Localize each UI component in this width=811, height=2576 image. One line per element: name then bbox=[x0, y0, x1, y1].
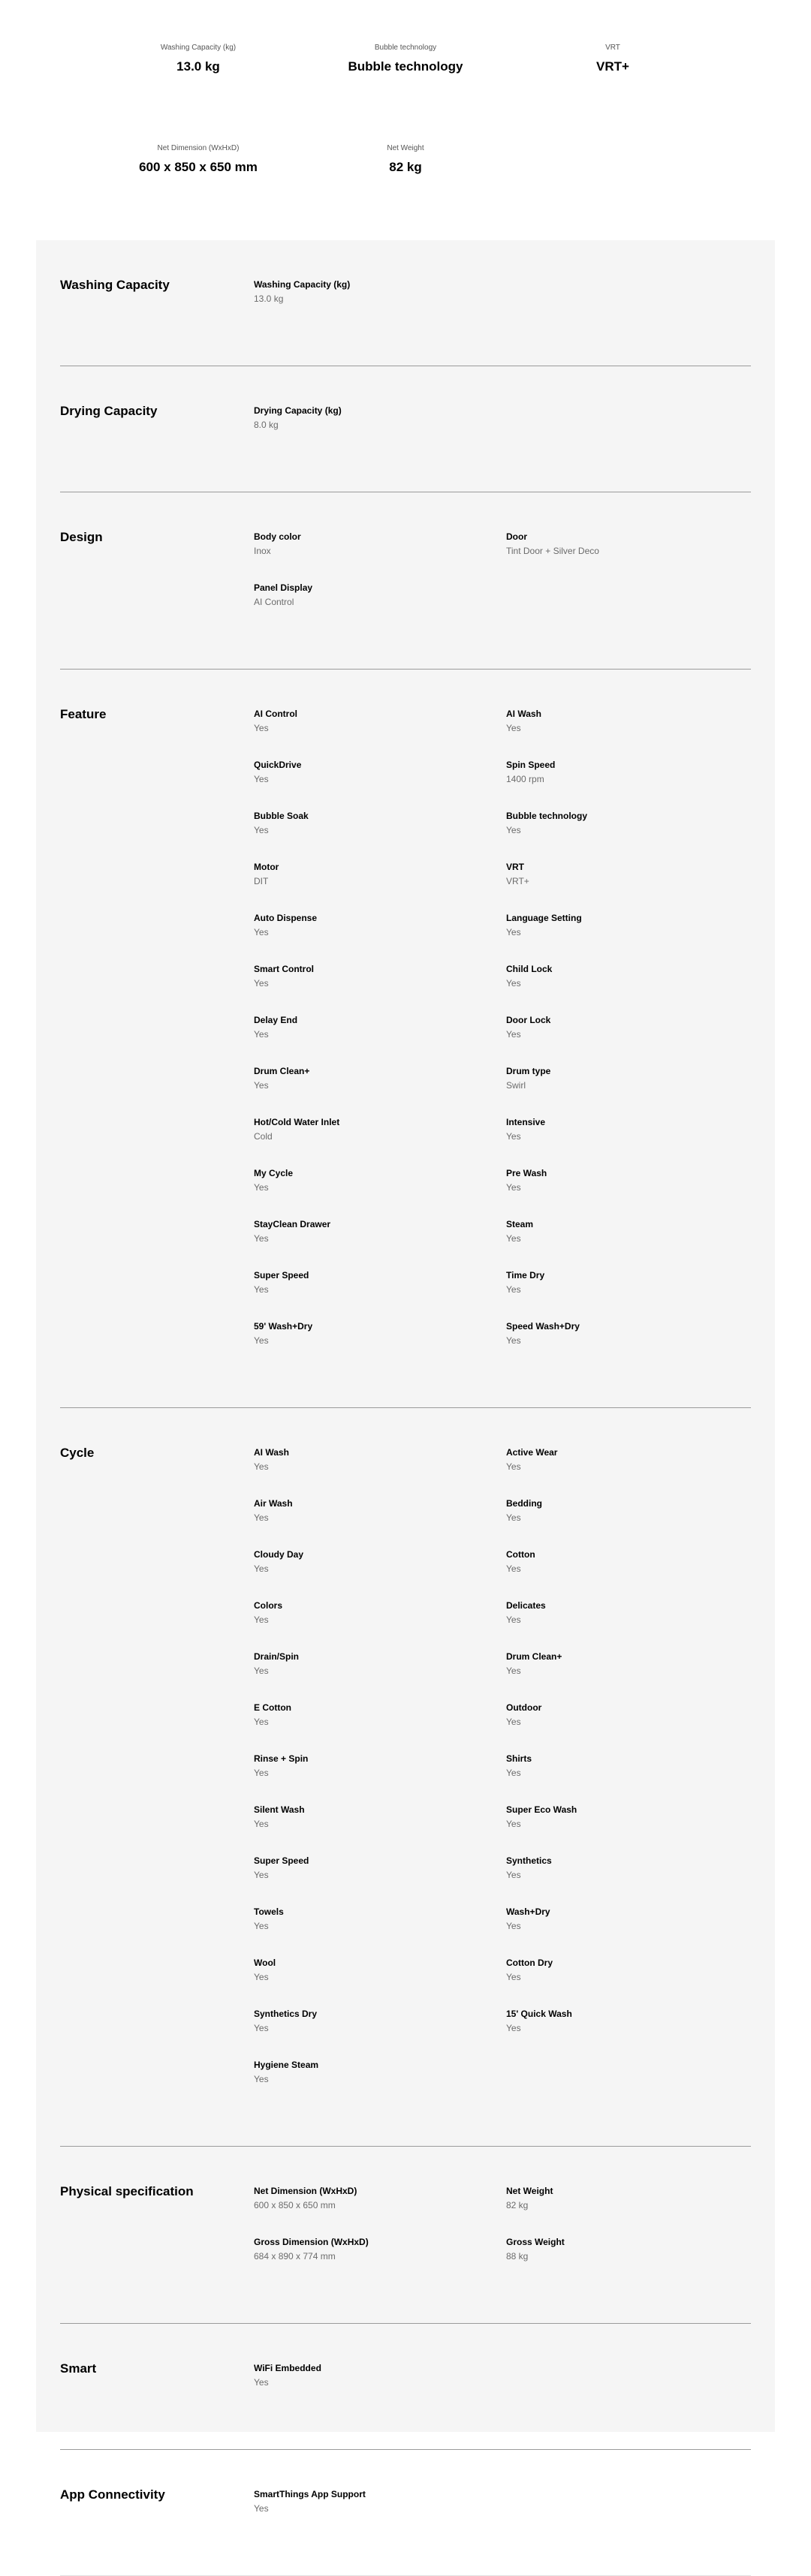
section-title: Cycle bbox=[60, 1446, 95, 1460]
spec-value: DIT bbox=[254, 876, 269, 886]
spec-section-washing-capacity bbox=[60, 240, 751, 366]
spec-item bbox=[506, 1702, 541, 1727]
spec-label: Wool bbox=[254, 1958, 276, 1968]
spec-label: Auto Dispense bbox=[254, 913, 318, 923]
spec-item bbox=[506, 1270, 544, 1295]
spec-item bbox=[254, 405, 342, 430]
summary-item bbox=[101, 44, 296, 74]
spec-item bbox=[254, 279, 350, 304]
specifications-panel bbox=[36, 240, 775, 2514]
spec-label: Bubble Soak bbox=[254, 811, 309, 821]
spec-item bbox=[254, 1855, 309, 1880]
spec-item bbox=[254, 1958, 276, 1982]
spec-label: E Cotton bbox=[254, 1702, 291, 1713]
spec-item bbox=[506, 964, 552, 989]
spec-value: Yes bbox=[254, 1512, 269, 1523]
spec-item bbox=[254, 1651, 299, 1676]
spec-value: Yes bbox=[254, 1233, 269, 1244]
spec-item bbox=[506, 811, 587, 835]
section-title: Design bbox=[60, 530, 103, 544]
summary-label: Washing Capacity (kg) bbox=[160, 44, 237, 52]
spec-value: Tint Door + Silver Deco bbox=[506, 546, 599, 556]
spec-label: 15' Quick Wash bbox=[506, 2009, 572, 2019]
spec-label: WiFi Embedded bbox=[254, 2363, 321, 2373]
spec-label: AI Control bbox=[254, 709, 297, 719]
spec-value: Yes bbox=[254, 1080, 269, 1091]
spec-section-physical-specification bbox=[60, 2147, 751, 2324]
summary-value: Bubble technology bbox=[348, 59, 463, 74]
spec-label: Bubble technology bbox=[506, 811, 587, 821]
spec-label: Door Lock bbox=[506, 1015, 551, 1025]
spec-section-design bbox=[60, 492, 751, 670]
spec-label: AI Wash bbox=[506, 709, 541, 719]
spec-label: Intensive bbox=[506, 1117, 546, 1127]
spec-item bbox=[506, 1117, 545, 1142]
spec-item bbox=[254, 2060, 318, 2084]
spec-value: VRT+ bbox=[506, 876, 529, 886]
spec-item bbox=[506, 1600, 546, 1625]
spec-value: Yes bbox=[506, 1284, 521, 1295]
spec-value: Yes bbox=[254, 1768, 269, 1778]
section-title: App Connectivity bbox=[60, 2487, 165, 2502]
spec-value: Yes bbox=[506, 1921, 521, 1931]
spec-item bbox=[506, 531, 599, 556]
spec-section-app-connectivity bbox=[60, 2450, 751, 2576]
spec-label: Colors bbox=[254, 1600, 283, 1611]
spec-value: Yes bbox=[254, 1870, 269, 1880]
spec-value: AI Control bbox=[254, 597, 294, 607]
spec-label: Body color bbox=[254, 531, 301, 542]
spec-item bbox=[254, 1270, 309, 1295]
spec-item bbox=[254, 1753, 308, 1778]
spec-value: Yes bbox=[506, 1131, 521, 1142]
spec-item bbox=[506, 1549, 535, 1574]
spec-item bbox=[254, 1498, 293, 1523]
spec-value: Yes bbox=[254, 2377, 269, 2388]
spec-item bbox=[506, 2186, 553, 2210]
spec-value: Yes bbox=[254, 1717, 269, 1727]
spec-label: Panel Display bbox=[254, 582, 313, 593]
spec-item bbox=[254, 582, 312, 607]
spec-label: Synthetics bbox=[506, 1855, 552, 1866]
spec-item bbox=[506, 1066, 550, 1091]
spec-label: 59' Wash+Dry bbox=[254, 1321, 313, 1332]
spec-label: Language Setting bbox=[506, 913, 582, 923]
spec-label: Cloudy Day bbox=[254, 1549, 304, 1560]
spec-label: SmartThings App Support bbox=[254, 2489, 366, 2499]
spec-item bbox=[506, 2009, 572, 2033]
spec-label: Super Speed bbox=[254, 1855, 309, 1866]
spec-label: AI Wash bbox=[254, 1447, 289, 1458]
summary-label: Net Weight bbox=[387, 144, 424, 152]
spec-value: Yes bbox=[506, 1029, 521, 1040]
section-title: Drying Capacity bbox=[60, 404, 158, 418]
spec-item bbox=[506, 1447, 557, 1472]
spec-item bbox=[254, 2363, 321, 2388]
spec-label: Time Dry bbox=[506, 1270, 545, 1280]
spec-value: 684 x 890 x 774 mm bbox=[254, 2251, 336, 2262]
spec-label: Net Weight bbox=[506, 2186, 553, 2196]
spec-item bbox=[254, 1702, 291, 1727]
summary-item bbox=[101, 144, 296, 175]
spec-value: Yes bbox=[254, 1182, 269, 1193]
spec-item bbox=[254, 1549, 303, 1574]
spec-value: Yes bbox=[506, 1819, 521, 1829]
spec-value: Yes bbox=[506, 1717, 521, 1727]
spec-value: Yes bbox=[254, 2023, 269, 2033]
spec-value: Yes bbox=[506, 1512, 521, 1523]
summary-value: 13.0 kg bbox=[176, 59, 220, 74]
spec-label: Cotton bbox=[506, 1549, 535, 1560]
spec-item bbox=[254, 1447, 289, 1472]
spec-section-cycle bbox=[60, 1408, 751, 2147]
spec-label: Speed Wash+Dry bbox=[506, 1321, 580, 1332]
spec-value: 600 x 850 x 650 mm bbox=[254, 2200, 336, 2210]
spec-value: Yes bbox=[506, 1972, 521, 1982]
spec-value: Inox bbox=[254, 546, 271, 556]
spec-label: Active Wear bbox=[506, 1447, 558, 1458]
spec-item bbox=[254, 964, 314, 989]
spec-item bbox=[254, 2186, 357, 2210]
spec-label: Drying Capacity (kg) bbox=[254, 405, 342, 416]
summary-value: 600 x 850 x 650 mm bbox=[139, 160, 258, 174]
spec-value: Yes bbox=[506, 1768, 521, 1778]
spec-item bbox=[506, 1906, 550, 1931]
spec-label: Drum Clean+ bbox=[254, 1066, 310, 1076]
spec-item bbox=[506, 709, 541, 733]
spec-value: Yes bbox=[506, 1615, 521, 1625]
spec-item bbox=[254, 1321, 312, 1346]
spec-item bbox=[254, 1804, 305, 1829]
section-title: Feature bbox=[60, 707, 107, 721]
spec-label: Motor bbox=[254, 862, 279, 872]
spec-item bbox=[254, 760, 301, 784]
spec-label: Net Dimension (WxHxD) bbox=[254, 2186, 357, 2196]
spec-item bbox=[506, 1804, 577, 1829]
spec-item bbox=[506, 1958, 553, 1982]
spec-item bbox=[254, 1600, 282, 1625]
spec-value: Yes bbox=[254, 1461, 269, 1472]
spec-value: Cold bbox=[254, 1131, 273, 1142]
spec-value: 82 kg bbox=[506, 2200, 529, 2210]
spec-value: Yes bbox=[254, 1972, 269, 1982]
spec-item bbox=[506, 760, 555, 784]
section-title: Washing Capacity bbox=[60, 278, 170, 292]
spec-label: Drum type bbox=[506, 1066, 551, 1076]
summary-item bbox=[515, 44, 710, 74]
spec-item bbox=[506, 1015, 550, 1040]
spec-value: Yes bbox=[506, 1335, 521, 1346]
spec-value: Yes bbox=[254, 2503, 269, 2514]
spec-value: Swirl bbox=[506, 1080, 526, 1091]
spec-value: Yes bbox=[506, 723, 521, 733]
spec-label: Gross Dimension (WxHxD) bbox=[254, 2237, 369, 2247]
spec-value: Yes bbox=[506, 825, 521, 835]
spec-label: Spin Speed bbox=[506, 760, 556, 770]
spec-item bbox=[254, 1066, 309, 1091]
spec-label: Delicates bbox=[506, 1600, 546, 1611]
spec-item bbox=[254, 1168, 293, 1193]
spec-label: Child Lock bbox=[506, 964, 553, 974]
spec-item bbox=[506, 913, 582, 937]
spec-value: Yes bbox=[254, 1819, 269, 1829]
summary-label: Bubble technology bbox=[374, 44, 437, 52]
spec-section-smart bbox=[60, 2324, 751, 2450]
spec-item bbox=[254, 1015, 297, 1040]
spec-label: Pre Wash bbox=[506, 1168, 547, 1178]
spec-label: Silent Wash bbox=[254, 1804, 305, 1815]
spec-item bbox=[506, 1219, 533, 1244]
spec-item bbox=[254, 913, 317, 937]
spec-value: Yes bbox=[506, 927, 521, 937]
spec-label: Hygiene Steam bbox=[254, 2060, 319, 2070]
spec-label: Super Speed bbox=[254, 1270, 309, 1280]
spec-label: My Cycle bbox=[254, 1168, 294, 1178]
spec-item bbox=[254, 2489, 366, 2514]
spec-section-feature bbox=[60, 670, 751, 1408]
spec-value: Yes bbox=[254, 1615, 269, 1625]
summary-value: 82 kg bbox=[389, 160, 422, 174]
spec-item bbox=[254, 811, 309, 835]
spec-item bbox=[254, 1117, 339, 1142]
section-title: Physical specification bbox=[60, 2184, 194, 2198]
spec-label: Rinse + Spin bbox=[254, 1753, 309, 1764]
spec-item bbox=[506, 1855, 552, 1880]
section-title: Smart bbox=[60, 2361, 97, 2376]
spec-label: Door bbox=[506, 531, 527, 542]
spec-value: Yes bbox=[506, 1666, 521, 1676]
spec-label: Shirts bbox=[506, 1753, 532, 1764]
spec-label: Wash+Dry bbox=[506, 1906, 550, 1917]
spec-item bbox=[254, 1906, 284, 1931]
spec-label: VRT bbox=[506, 862, 524, 872]
spec-value: Yes bbox=[254, 1284, 269, 1295]
spec-value: Yes bbox=[254, 1921, 269, 1931]
spec-value: Yes bbox=[254, 1029, 269, 1040]
spec-label: StayClean Drawer bbox=[254, 1219, 331, 1229]
key-specs-summary bbox=[0, 0, 811, 240]
spec-label: Steam bbox=[506, 1219, 534, 1229]
spec-value: Yes bbox=[254, 978, 269, 989]
spec-item bbox=[254, 862, 279, 886]
spec-label: Cotton Dry bbox=[506, 1958, 553, 1968]
spec-value: Yes bbox=[254, 825, 269, 835]
spec-value: Yes bbox=[254, 1666, 269, 1676]
spec-item bbox=[506, 1321, 580, 1346]
spec-label: Air Wash bbox=[254, 1498, 293, 1509]
spec-label: Gross Weight bbox=[506, 2237, 565, 2247]
summary-label: VRT bbox=[605, 44, 620, 52]
spec-value: Yes bbox=[254, 1335, 269, 1346]
spec-item bbox=[506, 1753, 532, 1778]
spec-value: Yes bbox=[254, 2074, 269, 2084]
spec-value: Yes bbox=[254, 774, 269, 784]
spec-label: Outdoor bbox=[506, 1702, 542, 1713]
spec-value: Yes bbox=[506, 1233, 521, 1244]
spec-value: 13.0 kg bbox=[254, 293, 284, 304]
spec-item bbox=[506, 1651, 562, 1676]
spec-value: Yes bbox=[506, 2023, 521, 2033]
spec-item bbox=[254, 2009, 317, 2033]
summary-item bbox=[308, 144, 503, 175]
spec-value: Yes bbox=[506, 1461, 521, 1472]
spec-label: Hot/Cold Water Inlet bbox=[254, 1117, 340, 1127]
spec-value: Yes bbox=[254, 1563, 269, 1574]
spec-label: Drain/Spin bbox=[254, 1651, 300, 1662]
spec-item bbox=[254, 709, 297, 733]
spec-value: Yes bbox=[254, 723, 269, 733]
summary-label: Net Dimension (WxHxD) bbox=[157, 144, 240, 152]
spec-value: 1400 rpm bbox=[506, 774, 544, 784]
spec-value: Yes bbox=[506, 1870, 521, 1880]
spec-item bbox=[254, 1219, 330, 1244]
spec-label: Synthetics Dry bbox=[254, 2009, 318, 2019]
spec-value: 8.0 kg bbox=[254, 420, 279, 430]
spec-label: QuickDrive bbox=[254, 760, 302, 770]
spec-value: Yes bbox=[506, 1563, 521, 1574]
spec-label: Drum Clean+ bbox=[506, 1651, 562, 1662]
spec-value: 88 kg bbox=[506, 2251, 529, 2262]
spec-item bbox=[254, 531, 301, 556]
spec-item bbox=[506, 1498, 542, 1523]
spec-value: Yes bbox=[506, 978, 521, 989]
summary-value: VRT+ bbox=[596, 59, 629, 74]
spec-label: Smart Control bbox=[254, 964, 315, 974]
spec-label: Super Eco Wash bbox=[506, 1804, 577, 1815]
spec-label: Bedding bbox=[506, 1498, 542, 1509]
spec-item bbox=[254, 2237, 369, 2262]
spec-item bbox=[506, 862, 529, 886]
spec-label: Delay End bbox=[254, 1015, 298, 1025]
spec-label: Towels bbox=[254, 1906, 284, 1917]
spec-section-drying-capacity bbox=[60, 366, 751, 492]
spec-value: Yes bbox=[254, 927, 269, 937]
spec-item bbox=[506, 1168, 547, 1193]
spec-item bbox=[506, 2237, 565, 2262]
spec-label: Washing Capacity (kg) bbox=[254, 279, 351, 290]
summary-item bbox=[308, 44, 503, 74]
spec-value: Yes bbox=[506, 1182, 521, 1193]
